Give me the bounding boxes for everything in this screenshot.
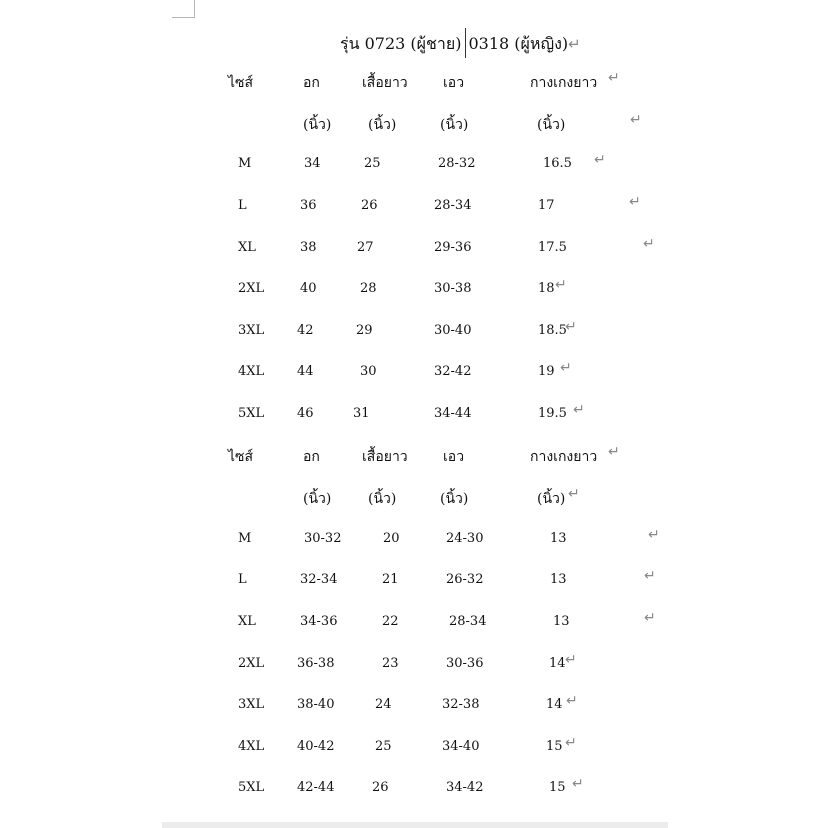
table-cell: M (238, 156, 252, 171)
table-cell: 15 (546, 739, 563, 754)
paragraph-mark-icon: ↵ (565, 319, 577, 335)
table-cell: 30 (360, 364, 377, 379)
paragraph-mark-icon: ↵ (643, 236, 655, 252)
table-cell: 2XL (238, 281, 265, 296)
table-cell: 17 (538, 198, 555, 213)
paragraph-mark-icon: ↵ (629, 194, 641, 210)
table-cell: 40-42 (297, 739, 335, 754)
table-cell: 36-38 (297, 656, 335, 671)
paragraph-mark-icon: ↵ (648, 527, 660, 543)
table-cell: 32-34 (300, 572, 338, 587)
men-unit-3: (นิ้ว) (537, 117, 566, 133)
table-cell: 25 (375, 739, 392, 754)
women-header-3: เอว (443, 449, 465, 465)
page-corner-mark (172, 0, 195, 18)
title-men: รุ่น 0723 (ผู้ชาย) (340, 34, 462, 53)
table-cell: 42-44 (297, 780, 335, 795)
table-cell: 13 (553, 614, 570, 629)
table-cell: 20 (383, 531, 400, 546)
table-cell: 28-32 (438, 156, 476, 171)
paragraph-mark-icon: ↵ (565, 652, 577, 668)
table-cell: 18 (538, 281, 555, 296)
table-cell: 29-36 (434, 240, 472, 255)
paragraph-mark-icon: ↵ (573, 402, 585, 418)
paragraph-mark-icon: ↵ (566, 693, 578, 709)
table-cell: 28-34 (449, 614, 487, 629)
table-cell: XL (238, 614, 256, 629)
table-cell: 3XL (238, 323, 265, 338)
table-cell: 34 (304, 156, 321, 171)
table-cell: 13 (550, 531, 567, 546)
women-header-2: เสื้อยาว (362, 449, 408, 465)
women-unit-1: (นิ้ว) (368, 491, 397, 507)
men-header-4: กางเกงยาว (530, 75, 598, 91)
page-bottom-edge (162, 822, 668, 828)
paragraph-mark-icon: ↵ (568, 486, 580, 502)
paragraph-mark-icon: ↵ (555, 277, 567, 293)
table-cell: 4XL (238, 739, 265, 754)
table-cell: 30-40 (434, 323, 472, 338)
women-unit-0: (นิ้ว) (303, 491, 332, 507)
table-cell: 32-38 (442, 697, 480, 712)
table-cell: 2XL (238, 656, 265, 671)
women-header-0: ไซส์ (228, 449, 254, 465)
table-cell: 27 (357, 240, 374, 255)
table-cell: 34-42 (446, 780, 484, 795)
table-cell: 40 (300, 281, 317, 296)
table-cell: 24 (375, 697, 392, 712)
table-cell: L (238, 198, 247, 213)
table-cell: 18.5 (538, 323, 567, 338)
table-cell: 30-32 (304, 531, 342, 546)
table-cell: XL (238, 240, 256, 255)
paragraph-mark-icon: ↵ (608, 444, 620, 460)
table-cell: 38-40 (297, 697, 335, 712)
table-cell: 21 (382, 572, 399, 587)
table-cell: 3XL (238, 697, 265, 712)
document-title (340, 28, 581, 58)
paragraph-mark-icon: ↵ (565, 735, 577, 751)
table-cell: L (238, 572, 247, 587)
paragraph-mark-icon: ↵ (572, 776, 584, 792)
table-cell: 25 (364, 156, 381, 171)
table-cell: 13 (550, 572, 567, 587)
table-cell: 26-32 (446, 572, 484, 587)
table-cell: 26 (361, 198, 378, 213)
men-unit-2: (นิ้ว) (440, 117, 469, 133)
table-cell: 30-36 (446, 656, 484, 671)
paragraph-mark-icon: ↵ (630, 112, 642, 128)
table-cell: 14 (546, 697, 563, 712)
men-header-2: เสื้อยาว (362, 75, 408, 91)
title-women: 0318 (ผู้หญิง) (468, 34, 569, 53)
women-unit-3: (นิ้ว) (537, 491, 566, 507)
table-cell: 29 (356, 323, 373, 338)
table-cell: 34-36 (300, 614, 338, 629)
table-cell: 28-34 (434, 198, 472, 213)
table-cell: 38 (300, 240, 317, 255)
women-unit-2: (นิ้ว) (440, 491, 469, 507)
table-cell: 34-44 (434, 406, 472, 421)
men-unit-1: (นิ้ว) (368, 117, 397, 133)
table-cell: 34-40 (442, 739, 480, 754)
table-cell: 30-38 (434, 281, 472, 296)
men-header-3: เอว (443, 75, 465, 91)
table-cell: 5XL (238, 406, 265, 421)
paragraph-mark-icon: ↵ (644, 568, 656, 584)
paragraph-mark-icon: ↵ (594, 152, 606, 168)
paragraph-mark-icon: ↵ (560, 360, 572, 376)
men-header-0: ไซส์ (228, 75, 254, 91)
table-cell: 36 (300, 198, 317, 213)
men-unit-0: (นิ้ว) (303, 117, 332, 133)
table-cell: 19 (538, 364, 555, 379)
paragraph-mark-icon: ↵ (568, 35, 581, 53)
table-cell: 46 (297, 406, 314, 421)
paragraph-mark-icon: ↵ (644, 610, 656, 626)
table-cell: 32-42 (434, 364, 472, 379)
table-cell: 23 (382, 656, 399, 671)
table-cell: 42 (297, 323, 314, 338)
women-header-4: กางเกงยาว (530, 449, 598, 465)
paragraph-mark-icon: ↵ (608, 70, 620, 86)
text-cursor (465, 28, 466, 58)
men-header-1: อก (303, 75, 320, 91)
women-header-1: อก (303, 449, 320, 465)
table-cell: 31 (353, 406, 370, 421)
table-cell: 17.5 (538, 240, 567, 255)
table-cell: 19.5 (538, 406, 567, 421)
table-cell: 15 (549, 780, 566, 795)
table-cell: 5XL (238, 780, 265, 795)
table-cell: M (238, 531, 252, 546)
table-cell: 44 (297, 364, 314, 379)
table-cell: 22 (382, 614, 399, 629)
table-cell: 28 (360, 281, 377, 296)
table-cell: 16.5 (543, 156, 572, 171)
table-cell: 14 (549, 656, 566, 671)
table-cell: 4XL (238, 364, 265, 379)
table-cell: 24-30 (446, 531, 484, 546)
table-cell: 26 (372, 780, 389, 795)
